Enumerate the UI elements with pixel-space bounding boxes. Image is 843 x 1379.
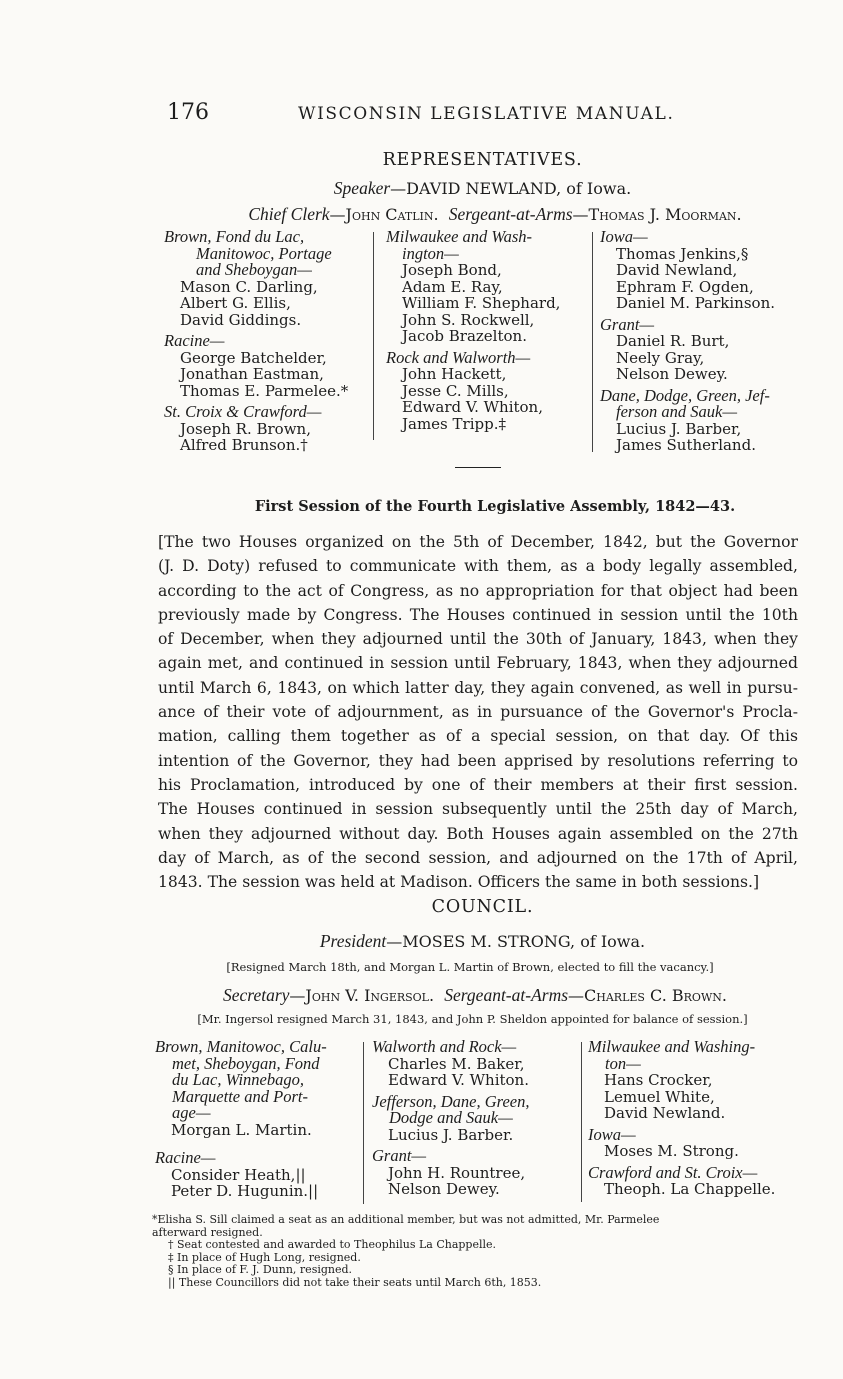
member-name: Moses M. Strong. xyxy=(604,1142,739,1160)
clerk-name: —John Catlin. xyxy=(329,205,439,224)
member-name: Thomas E. Parmelee.* xyxy=(180,381,349,400)
president-note: [Resigned March 18th, and Morgan L. Martin of Brown, elected to fill the vacancy.] xyxy=(226,960,714,974)
district-name: Brown, Manitowoc, Calu- xyxy=(155,1037,327,1056)
district-name: age— xyxy=(172,1103,211,1122)
paragraph-line: (J. D. Doty) refused to communicate with them, as a body legally assembled, xyxy=(158,557,798,576)
paragraph-line: previously made by Congress. The Houses continued in session until the 10th xyxy=(158,605,798,624)
rep-district-group xyxy=(600,229,775,312)
district-name: Milwaukee and Wash- xyxy=(386,227,533,246)
member-name: John H. Rountree, xyxy=(388,1163,526,1182)
district-name: Brown, Fond du Lac, xyxy=(164,227,305,246)
secretary-label: Secretary xyxy=(223,985,290,1005)
member-name: Daniel R. Burt, xyxy=(616,332,730,350)
running-title: WISCONSIN LEGISLATIVE MANUAL. xyxy=(298,104,675,124)
member-name: John Hackett, xyxy=(402,365,507,383)
member-name: Mason C. Darling, xyxy=(180,277,318,296)
member-name: Nelson Dewey. xyxy=(616,365,728,383)
rep-district-group xyxy=(164,404,348,454)
secretary-sergeant-line xyxy=(0,985,843,1006)
secretary-name: —John V. Ingersol. xyxy=(289,986,435,1005)
member-name: David Giddings. xyxy=(180,310,302,329)
member-name: John S. Rockwell, xyxy=(402,310,535,329)
council-district-group xyxy=(372,1148,529,1198)
speaker-label: Speaker xyxy=(333,178,391,198)
member-name: Adam E. Ray, xyxy=(402,277,503,296)
member-name: Consider Heath,|| xyxy=(171,1165,306,1184)
member-name: Thomas Jenkins,§ xyxy=(616,244,749,263)
section-divider xyxy=(455,467,501,468)
speaker-line xyxy=(0,178,843,199)
member-name: Neely Gray, xyxy=(616,348,705,367)
paragraph-line: according to the act of Congress, as no appropriation for that object had been xyxy=(158,581,798,600)
member-name: James Tripp.‡ xyxy=(402,414,506,433)
district-name: du Lac, Winnebago, xyxy=(172,1070,304,1089)
member-name: Lucius J. Barber, xyxy=(616,419,742,438)
paragraph-line: his Proclamation, introduced by one of their members at their first session. xyxy=(158,775,798,794)
council-district-group xyxy=(588,1124,775,1160)
district-name: Crawford and St. Croix— xyxy=(588,1162,758,1182)
footnote: † Seat contested and awarded to Theophilus La Chappelle. xyxy=(168,1238,497,1251)
member-name: Charles M. Baker, xyxy=(388,1054,525,1073)
secretary-note: [Mr. Ingersol resigned March 31, 1843, and John P. Sheldon appointed for balance of session.] xyxy=(197,1012,748,1026)
rep-district-group xyxy=(164,333,348,399)
member-name: Peter D. Hugunin.|| xyxy=(171,1182,319,1200)
member-name: Joseph R. Brown, xyxy=(180,419,311,438)
member-name: David Newland. xyxy=(604,1104,726,1122)
rep-district-group xyxy=(600,385,775,454)
council-district-group xyxy=(372,1091,530,1144)
footnote: *Elisha S. Sill claimed a seat as an additional member, but was not admitted, Mr. Parmelee xyxy=(152,1213,660,1226)
session-paragraph xyxy=(158,530,798,894)
paragraph-line: 1843. The session was held at Madison. Officers the same in both sessions.] xyxy=(158,873,760,892)
rep-column-1 xyxy=(164,229,348,459)
district-name: Manitowoc, Portage xyxy=(196,243,332,263)
member-name: Theoph. La Chappelle. xyxy=(604,1180,776,1198)
member-name: George Batchelder, xyxy=(180,348,327,367)
district-name: Walworth and Rock— xyxy=(372,1037,517,1056)
rep-district-group xyxy=(386,347,560,433)
district-name: St. Croix & Crawford— xyxy=(164,402,322,421)
page-number: 176 xyxy=(167,100,209,125)
member-name: James Sutherland. xyxy=(616,436,756,454)
paragraph-line: ance of their vote of adjournment, as in pursuance of the Governor's Procla- xyxy=(158,703,798,722)
district-name: Iowa— xyxy=(588,1124,636,1144)
member-name: Jonathan Eastman, xyxy=(180,365,324,383)
member-name: Nelson Dewey. xyxy=(388,1180,500,1198)
member-name: Hans Crocker, xyxy=(604,1071,713,1089)
president-label: President xyxy=(319,931,387,951)
district-name: met, Sheboygan, Fond xyxy=(172,1053,320,1073)
speaker-name: —DAVID NEWLAND, of Iowa. xyxy=(390,179,632,198)
column-divider xyxy=(592,232,593,452)
district-name: and Sheboygan— xyxy=(196,260,312,279)
council-column-3 xyxy=(588,1039,775,1203)
district-name: Jefferson, Dane, Green, xyxy=(372,1091,530,1111)
member-name: Morgan L. Martin. xyxy=(171,1120,312,1139)
district-name: Grant— xyxy=(372,1146,427,1165)
council-district-group xyxy=(372,1039,529,1089)
paragraph-line: again met, and continued in session until February, 1843, when they adjourned xyxy=(158,654,798,673)
session-title: First Session of the Fourth Legislative Assembly, 1842—43. xyxy=(254,498,736,515)
rep-district-group xyxy=(386,229,560,345)
paragraph-line: when they adjourned without day. Both Houses again assembled on the 27th xyxy=(158,824,798,843)
district-name: Racine— xyxy=(155,1148,216,1167)
district-name: ington— xyxy=(402,243,459,263)
member-name: Alfred Brunson.† xyxy=(180,436,308,454)
rep-district-group xyxy=(164,229,348,328)
footnote: afterward resigned. xyxy=(152,1225,263,1239)
footnote: || These Councillors did not take their seats until March 6th, 1853. xyxy=(168,1275,542,1289)
council-district-group xyxy=(588,1162,776,1198)
rep-district-group xyxy=(600,314,775,383)
footnote: § In place of F. J. Dunn, resigned. xyxy=(168,1263,353,1276)
district-name: Racine— xyxy=(164,331,225,350)
president-name: —MOSES M. STRONG, of Iowa. xyxy=(386,932,646,951)
sergeant-label: Sergeant-at-Arms xyxy=(444,985,569,1005)
paragraph-line: The Houses continued in session subsequently until the 25th day of March, xyxy=(158,800,798,819)
column-divider xyxy=(373,232,374,440)
district-name: ton— xyxy=(605,1053,641,1073)
member-name: Edward V. Whiton. xyxy=(388,1071,529,1089)
council-district-group xyxy=(155,1150,327,1200)
member-name: David Newland, xyxy=(616,261,738,279)
paragraph-line: intention of the Governor, they had been apprised by resolutions referring to xyxy=(158,751,798,770)
paragraph-line: of December, when they adjourned until the 30th of January, 1843, when they xyxy=(158,630,798,649)
paragraph-line: until March 6, 1843, on which latter day, they again convened, as well in pursu- xyxy=(158,678,798,697)
paragraph-line: mation, calling them together as of a special session, on that day. Of this xyxy=(158,727,798,746)
council-district-group xyxy=(155,1039,327,1138)
member-name: William F. Shephard, xyxy=(402,294,561,312)
council-column-2 xyxy=(372,1039,529,1203)
member-name: Lucius J. Barber. xyxy=(388,1125,514,1144)
paragraph-line: day of March, as of the second session, and adjourned on the 17th of April, xyxy=(158,848,798,867)
president-line xyxy=(0,931,843,952)
footnote: ‡ In place of Hugh Long, resigned. xyxy=(168,1250,361,1264)
representatives-heading: REPRESENTATIVES. xyxy=(382,150,583,170)
district-name: Dane, Dodge, Green, Jef- xyxy=(600,385,770,405)
footnotes xyxy=(152,1214,792,1289)
district-name: Rock and Walworth— xyxy=(386,347,531,367)
member-name: Jacob Brazelton. xyxy=(402,327,527,345)
member-name: Jesse C. Mills, xyxy=(402,381,509,400)
rep-column-2 xyxy=(386,229,560,437)
sergeant-name: —Thomas J. Moorman. xyxy=(572,205,742,224)
column-divider xyxy=(581,1042,582,1202)
sergeant-name: —Charles C. Brown. xyxy=(568,986,727,1005)
district-name: Grant— xyxy=(600,314,655,334)
paragraph-line: [The two Houses organized on the 5th of December, 1842, but the Governor xyxy=(158,533,798,551)
council-district-group xyxy=(588,1039,775,1122)
district-name: Iowa— xyxy=(600,227,648,246)
district-name: Milwaukee and Washing- xyxy=(588,1037,756,1056)
column-divider xyxy=(363,1042,364,1204)
district-name: Dodge and Sauk— xyxy=(389,1108,513,1127)
sergeant-label: Sergeant-at-Arms xyxy=(448,204,573,224)
member-name: Albert G. Ellis, xyxy=(180,294,291,312)
council-heading: COUNCIL. xyxy=(431,897,534,917)
district-name: ferson and Sauk— xyxy=(616,402,737,421)
district-name: Marquette and Port- xyxy=(172,1086,308,1106)
council-column-1 xyxy=(155,1039,327,1205)
clerk-label: Chief Clerk xyxy=(248,204,330,224)
member-name: Ephram F. Ogden, xyxy=(616,277,754,296)
clerk-sergeant-line xyxy=(0,204,843,225)
member-name: Daniel M. Parkinson. xyxy=(616,294,776,312)
member-name: Joseph Bond, xyxy=(402,261,502,279)
rep-column-3 xyxy=(600,229,775,459)
member-name: Edward V. Whiton, xyxy=(402,398,543,416)
member-name: Lemuel White, xyxy=(604,1087,715,1106)
